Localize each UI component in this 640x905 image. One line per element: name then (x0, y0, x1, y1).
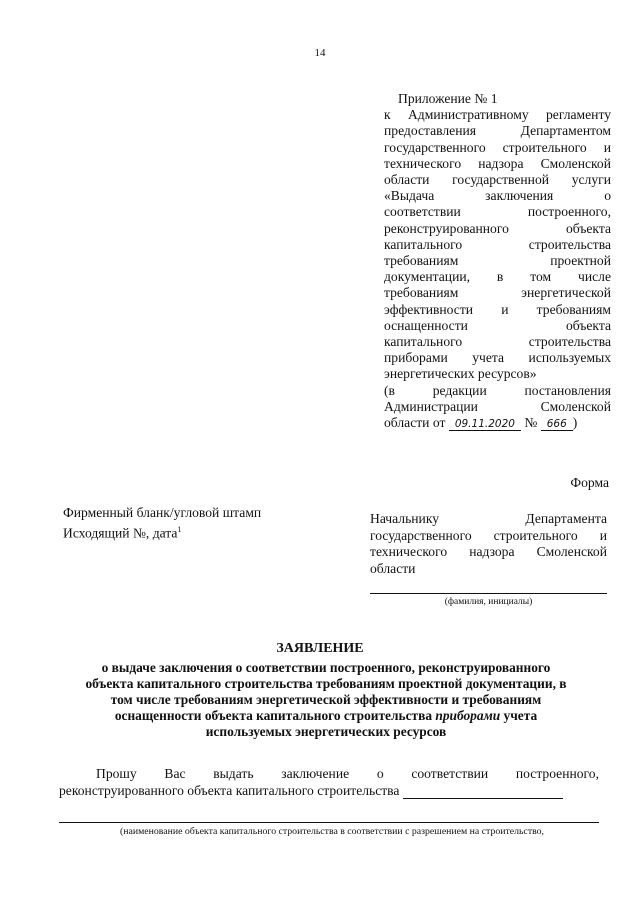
letterhead-line: Фирменный бланк/угловой штамп (63, 505, 262, 520)
subtitle-line: том числе требованиям энергетической эффективности и требованиям (110, 692, 542, 707)
request-line: Прошу Вас выдать заключение о соответствии построенного, (96, 766, 599, 781)
subtitle-text: учета (500, 708, 538, 723)
appendix-date-line (384, 415, 611, 432)
handwritten-date: 09.11.2020 (449, 418, 521, 431)
appendix-line: Администрации Смоленской (384, 398, 611, 414)
addressee-line: Начальнику Департамента (370, 511, 607, 526)
subtitle-line (60, 708, 592, 724)
footnote-mark: 1 (177, 525, 182, 534)
signature-caption: (фамилия, инициалы) (444, 597, 533, 607)
form-label: Форма (570, 475, 609, 490)
appendix-line: оснащенности объекта (384, 317, 611, 333)
request-line (59, 783, 599, 800)
appendix-line: технического надзора Смоленской (384, 155, 611, 171)
appendix-line: (в редакции постановления (384, 382, 611, 398)
outgoing-number-label: Исходящий №, дата (63, 525, 178, 541)
number-sign: № (524, 415, 538, 431)
appendix-line: капитального строительства (384, 236, 611, 252)
handwritten-number: 666 (541, 418, 573, 431)
appendix-line: требованиям энергетической (384, 285, 611, 301)
subtitle-line: объекта капитального строительства требованиям проектной документации, в (85, 676, 567, 691)
object-name-caption: (наименование объекта капитального строительства в соответствии с разрешением на строительство, (119, 826, 545, 837)
appendix-block (384, 91, 611, 432)
appendix-line: энергетических ресурсов» (384, 366, 537, 382)
closing-paren: ) (572, 415, 578, 431)
signature-line (370, 593, 607, 594)
subtitle-line: о выдаче заключения о соответствии построенного, реконструированного (101, 660, 551, 675)
addressee-line: технического надзора Смоленской (370, 544, 607, 559)
appendix-line: «Выдача заключения о (384, 188, 611, 204)
appendix-line: области государственной услуги (384, 172, 611, 188)
request-paragraph (59, 766, 599, 799)
document-title: ЗАЯВЛЕНИЕ (276, 641, 364, 656)
letterhead-block (63, 504, 261, 542)
appendix-line: эффективности и требованиям (384, 301, 611, 317)
object-name-field[interactable] (403, 785, 563, 799)
object-name-field-line[interactable] (59, 822, 599, 823)
subtitle-italic: приборами (435, 708, 501, 723)
appendix-line: реконструированного объекта (384, 220, 611, 236)
subtitle-line: используемых энергетических ресурсов (205, 724, 447, 739)
appendix-line: требованиям проектной (384, 253, 611, 269)
appendix-line: предоставления Департаментом (384, 123, 611, 139)
appendix-line: документации, в том числе (384, 269, 611, 285)
appendix-line: государственного строительного и (384, 139, 611, 155)
appendix-date-prefix: области от (384, 415, 446, 431)
outgoing-number-line (63, 521, 261, 542)
addressee-line: области (370, 560, 416, 576)
request-text: реконструированного объекта капитального строительства (59, 782, 400, 798)
appendix-line: соответствии построенного, (384, 204, 611, 220)
appendix-line: к Административному регламенту (384, 107, 611, 123)
subtitle-text: оснащенности объекта капитального строительства (114, 708, 436, 723)
appendix-line: капитального строительства (384, 334, 611, 350)
page-number: 14 (314, 47, 326, 59)
document-subtitle (60, 660, 592, 740)
appendix-line: приборами учета используемых (384, 350, 611, 366)
addressee-block (370, 511, 607, 577)
addressee-line: государственного строительного и (370, 527, 607, 543)
appendix-title: Приложение № 1 (398, 91, 498, 106)
